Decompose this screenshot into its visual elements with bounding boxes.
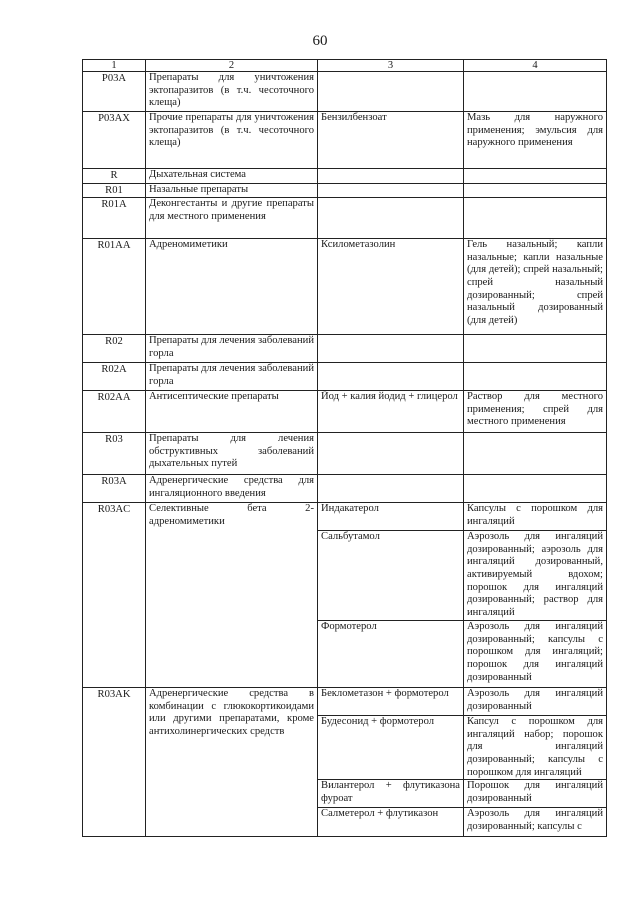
- drug-name-cell: [318, 475, 464, 503]
- group-name-cell: Антисептические препараты: [146, 391, 318, 433]
- table-row: [83, 239, 607, 335]
- atc-code-cell: R03AK: [83, 688, 146, 837]
- drug-name-cell: Салметерол + флутиказон: [318, 808, 464, 837]
- dosage-form-cell: Аэрозоль для ингаляций дозированный; капсулы с порошком для ингаляций; порошок для ингаляций дозированный: [464, 621, 607, 688]
- group-name-cell: Селективные бета 2-адреномиметики: [146, 503, 318, 688]
- drug-name-cell: Беклометазон + формотерол: [318, 688, 464, 716]
- dosage-form-cell: Аэрозоль для ингаляций дозированный; капсулы с: [464, 808, 607, 837]
- table-row: [83, 169, 607, 184]
- dosage-form-cell: Гель назальный; капли назальные; капли назальные (для детей); спрей назальный; спрей назальный дозированный; спрей назальный дозированный (для детей): [464, 239, 607, 335]
- atc-code-cell: R02A: [83, 363, 146, 391]
- table-row: [83, 391, 607, 433]
- drug-name-cell: Сальбутамол: [318, 531, 464, 621]
- header-cell: 3: [318, 60, 464, 72]
- table-row: [83, 183, 607, 198]
- table-row: [83, 688, 607, 716]
- medications-table: [82, 59, 607, 837]
- dosage-form-cell: Аэрозоль для ингаляций дозированный; аэрозоль для ингаляций дозированный, активируемый вдохом; порошок для ингаляций дозированный; раствор для ингаляций: [464, 531, 607, 621]
- atc-code-cell: R01: [83, 183, 146, 198]
- dosage-form-cell: Капсул с порошком для ингаляций набор; порошок для ингаляций дозированный; капсулы с порошком для ингаляций: [464, 716, 607, 780]
- drug-name-cell: Индакатерол: [318, 503, 464, 531]
- group-name-cell: Адреномиметики: [146, 239, 318, 335]
- drug-name-cell: Бензилбензоат: [318, 112, 464, 169]
- dosage-form-cell: [464, 183, 607, 198]
- atc-code-cell: R01AA: [83, 239, 146, 335]
- table-row: [83, 72, 607, 112]
- dosage-form-cell: Мазь для наружного применения; эмульсия для наружного применения: [464, 112, 607, 169]
- dosage-form-cell: [464, 198, 607, 239]
- header-cell: 1: [83, 60, 146, 72]
- atc-code-cell: R03A: [83, 475, 146, 503]
- drug-name-cell: [318, 335, 464, 363]
- dosage-form-cell: [464, 72, 607, 112]
- drug-name-cell: [318, 169, 464, 184]
- drug-name-cell: Ксилометазолин: [318, 239, 464, 335]
- header-cell: 2: [146, 60, 318, 72]
- atc-code-cell: R: [83, 169, 146, 184]
- page-number: 60: [312, 33, 328, 49]
- drug-name-cell: Йод + калия йодид + глицерол: [318, 391, 464, 433]
- atc-code-cell: R03AC: [83, 503, 146, 688]
- drug-name-cell: [318, 198, 464, 239]
- dosage-form-cell: Аэрозоль для ингаляций дозированный: [464, 688, 607, 716]
- atc-code-cell: P03AX: [83, 112, 146, 169]
- group-name-cell: Препараты для уничтожения эктопаразитов (в т.ч. чесоточного клеща): [146, 72, 318, 112]
- dosage-form-cell: [464, 433, 607, 475]
- group-name-cell: Препараты для лечения заболеваний горла: [146, 335, 318, 363]
- table-row: [83, 198, 607, 239]
- group-name-cell: Прочие препараты для уничтожения эктопаразитов (в т.ч. чесоточного клеща): [146, 112, 318, 169]
- table-row: [83, 433, 607, 475]
- atc-code-cell: R01A: [83, 198, 146, 239]
- group-name-cell: Препараты для лечения заболеваний горла: [146, 363, 318, 391]
- dosage-form-cell: [464, 475, 607, 503]
- table-row: [83, 475, 607, 503]
- group-name-cell: Адренергические средства для ингаляционного введения: [146, 475, 318, 503]
- drug-name-cell: [318, 183, 464, 198]
- drug-name-cell: [318, 363, 464, 391]
- drug-name-cell: [318, 433, 464, 475]
- dosage-form-cell: Раствор для местного применения; спрей для местного применения: [464, 391, 607, 433]
- atc-code-cell: R02: [83, 335, 146, 363]
- table-row: [83, 363, 607, 391]
- dosage-form-cell: Капсулы с порошком для ингаляций: [464, 503, 607, 531]
- group-name-cell: Деконгестанты и другие препараты для местного применения: [146, 198, 318, 239]
- group-name-cell: Назальные препараты: [146, 183, 318, 198]
- group-name-cell: Адренергические средства в комбинации с глюкокортикоидами или другими препаратами, кроме антихолинергических средств: [146, 688, 318, 837]
- header-row: [83, 60, 607, 72]
- dosage-form-cell: [464, 335, 607, 363]
- dosage-form-cell: [464, 363, 607, 391]
- header-cell: 4: [464, 60, 607, 72]
- group-name-cell: Препараты для лечения обструктивных заболеваний дыхательных путей: [146, 433, 318, 475]
- table-row: [83, 112, 607, 169]
- drug-name-cell: Будесонид + формотерол: [318, 716, 464, 780]
- dosage-form-cell: [464, 169, 607, 184]
- table-row: [83, 335, 607, 363]
- table-row: [83, 503, 607, 531]
- drug-name-cell: Формотерол: [318, 621, 464, 688]
- atc-code-cell: R02AA: [83, 391, 146, 433]
- drug-name-cell: Вилантерол + флутиказона фуроат: [318, 780, 464, 808]
- dosage-form-cell: Порошок для ингаляций дозированный: [464, 780, 607, 808]
- group-name-cell: Дыхательная система: [146, 169, 318, 184]
- drug-name-cell: [318, 72, 464, 112]
- atc-code-cell: R03: [83, 433, 146, 475]
- atc-code-cell: P03A: [83, 72, 146, 112]
